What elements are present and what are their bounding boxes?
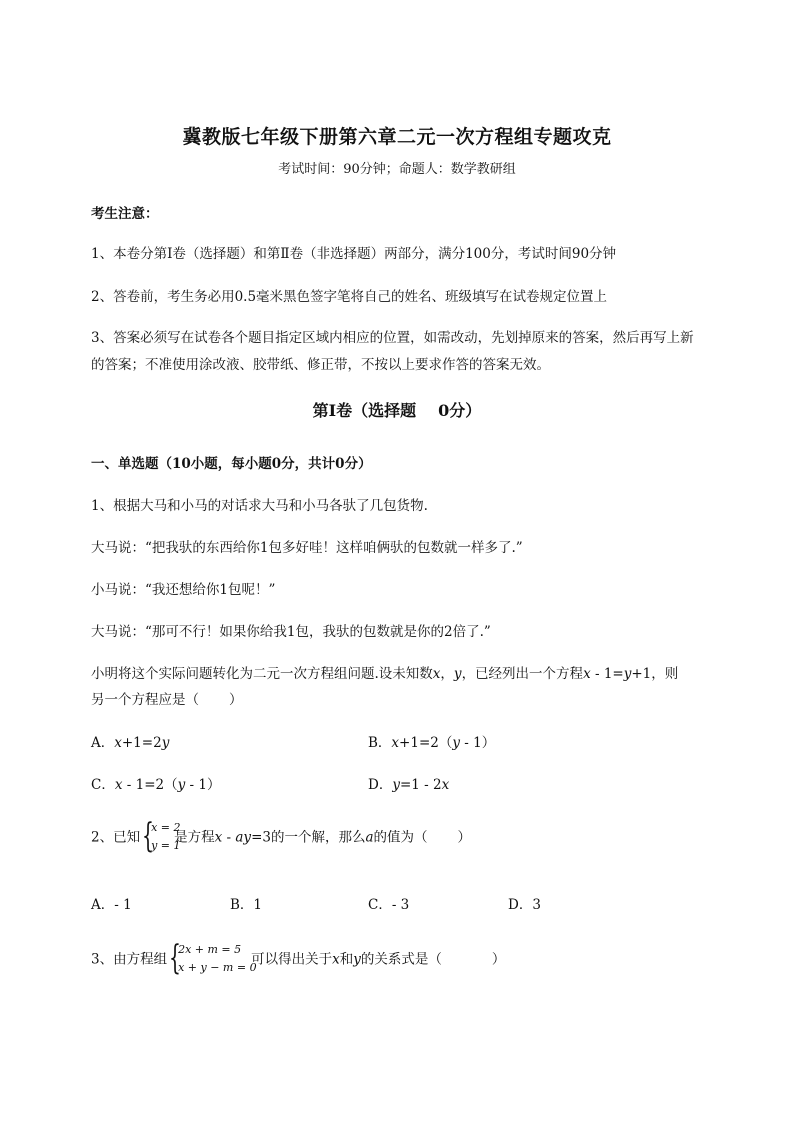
q1-dialogue-3: 大马说：“那可不行！如果你给我1包，我驮的包数就是你的2倍了.”: [91, 624, 491, 640]
q3-text: 可以得出关于: [251, 951, 333, 968]
q1-text-comma: ，: [440, 666, 454, 682]
option-text-end: - 1）: [185, 777, 221, 793]
q1-text-b: ，已经列出一个方程: [461, 666, 584, 682]
q1-stem: 1、根据大马和小马的对话求大马和小马各驮了几包货物.: [91, 498, 428, 514]
equation-system: [142, 816, 181, 856]
eq-end: +1，则: [631, 666, 679, 682]
q2-text-3: 的值为（: [373, 829, 428, 846]
q3-and: 和: [339, 951, 354, 968]
var-y: y: [453, 666, 462, 682]
notice-item-3-line1: 3、答案必须写在试卷各个题目指定区域内相应的位置，如需改动，先划掉原来的答案，然后再写上新: [91, 330, 694, 346]
option-label: D．: [368, 777, 393, 793]
section-title-part2: 0分）: [438, 401, 482, 420]
system-eq-2: x + y − m = 0: [178, 961, 257, 974]
var-y: y: [392, 777, 400, 793]
system-eq-1: x = 2: [151, 821, 181, 834]
section-title-part1: 第I卷（选择题: [312, 401, 417, 420]
q1-text: 小明将这个实际问题转化为二元一次方程组问题.设未知数: [91, 666, 433, 682]
var-x: x: [441, 777, 450, 793]
q2-text: 是方程: [174, 829, 215, 846]
q3-text-2: 的关系式是（: [360, 951, 442, 968]
var-y: y: [452, 735, 460, 751]
q2-option-b[interactable]: B．1: [230, 897, 263, 913]
q2-option-a[interactable]: A．- 1: [91, 897, 132, 913]
page-title: 冀教版七年级下册第六章二元一次方程组专题攻克: [182, 126, 612, 148]
var-a: a: [365, 829, 374, 846]
option-text-end: - 1）: [460, 735, 496, 751]
option-label: B．: [368, 735, 392, 751]
q1-option-c[interactable]: [91, 773, 220, 793]
option-label: C．: [91, 777, 115, 793]
var-x: x: [114, 735, 122, 751]
var-ay: ay: [235, 829, 252, 846]
var-x: x: [214, 829, 223, 846]
var-x: x: [114, 777, 123, 793]
q1-ask-close: ）: [229, 692, 243, 708]
q3-stem: [91, 938, 506, 978]
system-eq-2: y = 1: [151, 839, 181, 852]
q2-text-2: =3的一个解，那么: [251, 829, 366, 846]
eq-x: x: [583, 666, 591, 682]
q1-problem-line2: [91, 688, 243, 708]
option-text: +1=2（: [399, 735, 453, 751]
equation-system: [169, 938, 257, 978]
option-text: +1=2: [121, 735, 162, 751]
var-y: y: [353, 951, 361, 968]
q2-close: ）: [457, 829, 472, 846]
q2-minus: -: [222, 829, 236, 846]
q1-dialogue-1: 大马说：“把我驮的东西给你1包多好哇！这样咱俩驮的包数就一样多了.”: [91, 540, 523, 556]
q3-prefix: 3、由方程组: [91, 951, 168, 968]
q2-option-c[interactable]: C．- 3: [368, 897, 410, 913]
var-x: x: [432, 666, 441, 682]
eq-y: y: [623, 666, 632, 682]
q2-prefix: 2、已知: [91, 829, 141, 846]
notice-item-3-line2: 的答案；不准使用涂改液、胶带纸、修正带，不按以上要求作答的答案无效。: [91, 357, 550, 373]
eq-mid: - 1=: [590, 666, 624, 682]
var-x: x: [332, 951, 340, 968]
q3-close: ）: [491, 951, 506, 968]
q2-stem: [91, 816, 472, 856]
section-title: [0, 398, 794, 421]
q1-ask: 另一个方程应是（: [91, 692, 199, 708]
option-label: A．: [91, 735, 115, 751]
option-text: =1 - 2: [399, 777, 442, 793]
notice-heading: 考生注意：: [91, 206, 159, 222]
part-heading: 一、单选题（10小题，每小题0分，共计0分）: [91, 456, 372, 472]
notice-item-2: 2、答卷前，考生务必用0.5毫米黑色签字笔将自己的姓名、班级填写在试卷规定位置上: [91, 289, 608, 305]
brace-icon: {: [142, 816, 154, 856]
q1-option-b[interactable]: [368, 731, 495, 751]
var-y: y: [177, 777, 186, 793]
system-eq-1: 2x + m = 5: [178, 943, 242, 956]
q2-option-d[interactable]: D．3: [508, 897, 541, 913]
notice-item-1: 1、本卷分第I卷（选择题）和第Ⅱ卷（非选择题）两部分，满分100分，考试时间90分钟: [91, 246, 617, 262]
q1-option-a[interactable]: [91, 731, 169, 751]
brace-icon: {: [169, 938, 181, 978]
q1-problem-line1: [91, 662, 678, 682]
var-x: x: [391, 735, 400, 751]
exam-info: 考试时间：90分钟；命题人：数学教研组: [278, 162, 516, 177]
q1-option-d[interactable]: [368, 773, 449, 793]
q1-dialogue-2: 小马说：“我还想给你1包呢！”: [91, 582, 276, 598]
option-text: - 1=2（: [122, 777, 178, 793]
var-y: y: [161, 735, 170, 751]
